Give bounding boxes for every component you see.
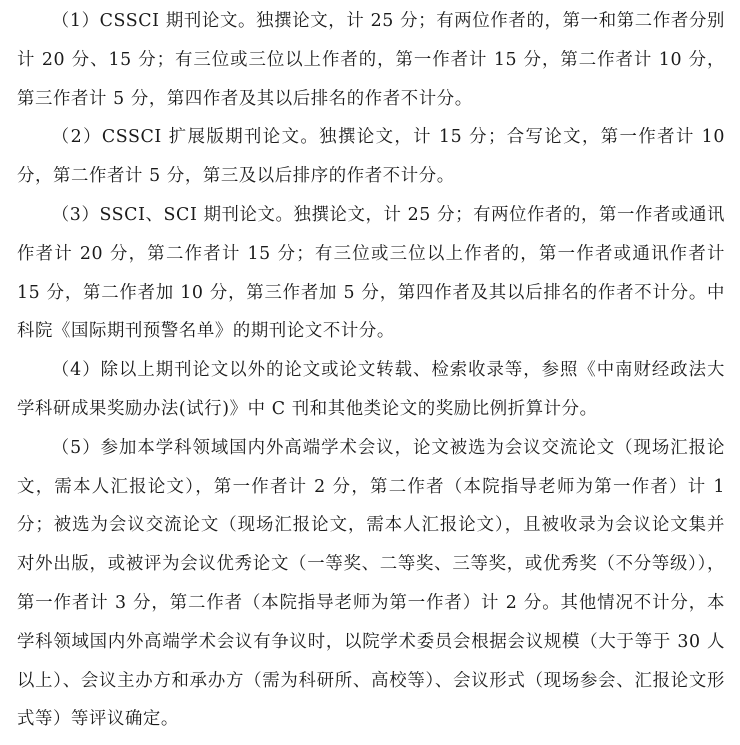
paragraph-ssci-sci: （3）SSCI、SCI 期刊论文。独撰论文，计 25 分；有两位作者的，第一作者或通讯作者计 20 分，第二作者计 15 分；有三位或三位以上作者的，第一作者或通讯作者计 15 分，第二作者加 10 分，第三作者加 5 分，第四作者及其以后排名的作者不计分。中科院《国际期刊预警名单》的期刊论文不计分。	[17, 204, 725, 342]
paragraph-conference-papers: （5）参加本学科领域国内外高端学术会议，论文被选为会议交流论文（现场汇报论文，需本人汇报论文），第一作者计 2 分，第二作者（本院指导老师为第一作者）计 1 分；被选为会议交流论文（现场汇报论文，需本人汇报论文），且被收录为会议论文集并对外出版，或被评为会议优秀论文（一等奖、二等奖、三等奖，或优秀奖（不分等级）），第一作者计 3 分，第二作者（本院指导老师为第一作者）计 2 分。其他情况不计分，本学科领域国内外高端学术会议有争议时，以院学术委员会根据会议规模（大于等于 30 人以上）、会议主办方和承办方（需为科研所、高校等）、会议形式（现场参会、汇报论文形式等）等评议确定。	[17, 437, 725, 730]
document-body	[17, 0, 725, 739]
paragraph-cssci-extended: （2）CSSCI 扩展版期刊论文。独撰论文，计 15 分；合写论文，第一作者计 10 分，第二作者计 5 分，第三及以后排序的作者不计分。	[17, 127, 725, 187]
paragraph-other-papers: （4）除以上期刊论文以外的论文或论文转载、检索收录等，参照《中南财经政法大学科研成果奖励办法(试行)》中 C 刊和其他类论文的奖励比例折算计分。	[17, 360, 725, 419]
paragraph-cssci: （1）CSSCI 期刊论文。独撰论文，计 25 分；有两位作者的，第一和第二作者分别计 20 分、15 分；有三位或三位以上作者的，第一作者计 15 分，第二作者计 10 分，第三作者计 5 分，第四作者及其以后排名的作者不计分。	[17, 11, 725, 109]
